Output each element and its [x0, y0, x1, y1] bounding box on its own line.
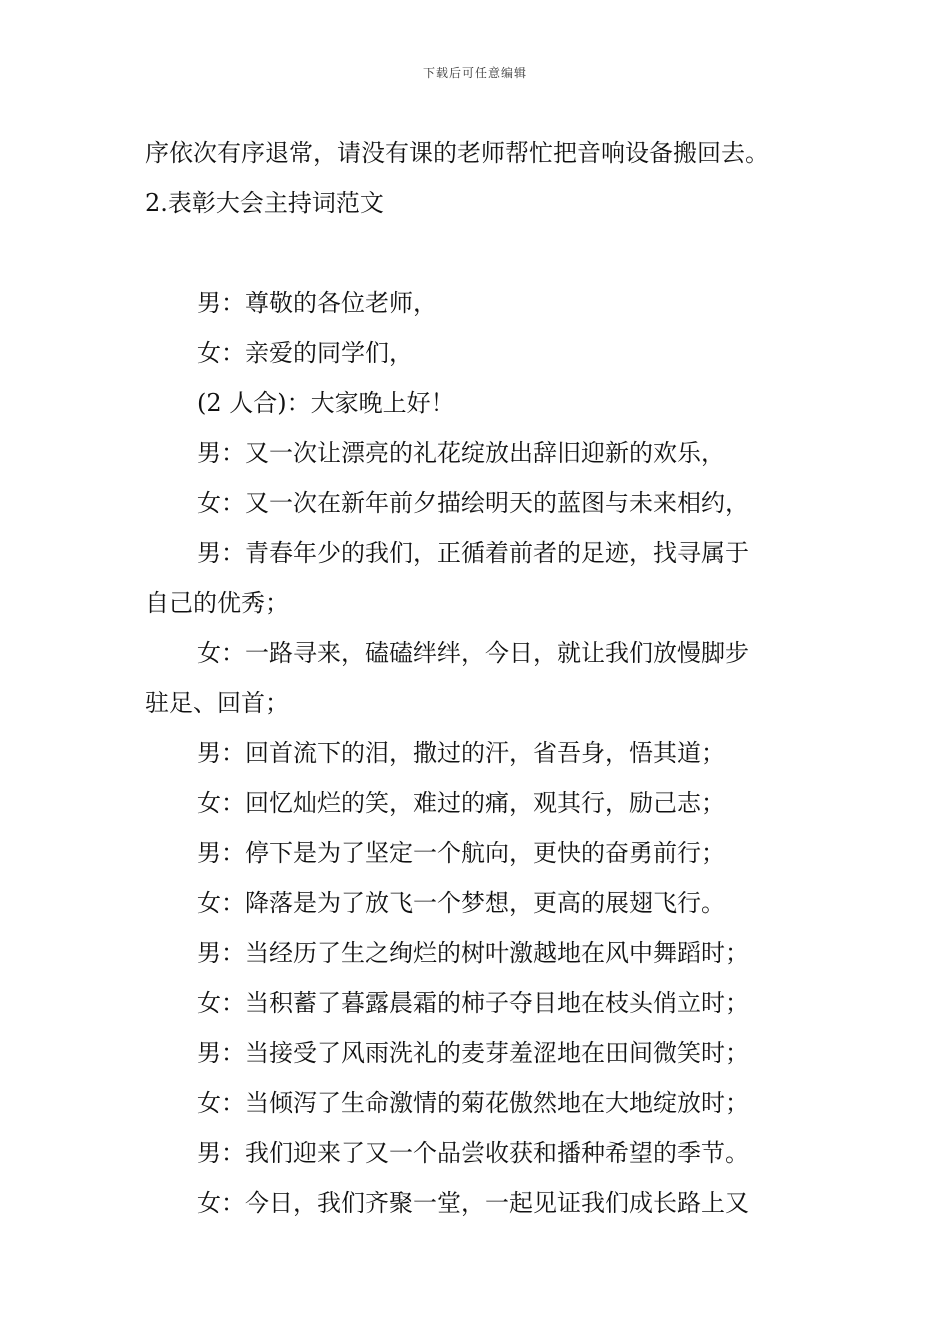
paragraph-line: 序依次有序退常，请没有课的老师帮忙把音响设备搬回去。: [145, 139, 769, 167]
dialogue-line: 女：亲爱的同学们，: [197, 339, 413, 367]
dialogue-line: 男：回首流下的泪，撒过的汗，省吾身，悟其道；: [197, 739, 725, 767]
dialogue-line: 女：当积蓄了暮露晨霜的柿子夺目地在枝头俏立时；: [197, 989, 749, 1017]
dialogue-line: 女：回忆灿烂的笑，难过的痛，观其行，励己志；: [197, 789, 725, 817]
dialogue-line: 男：我们迎来了又一个品尝收获和播种希望的季节。: [197, 1139, 749, 1167]
dialogue-line-continuation: 自己的优秀；: [145, 589, 289, 617]
dialogue-line: 女：降落是为了放飞一个梦想，更高的展翅飞行。: [197, 889, 725, 917]
dialogue-line: 男：当经历了生之绚烂的树叶激越地在风中舞蹈时；: [197, 939, 749, 967]
dialogue-line: 男：停下是为了坚定一个航向，更快的奋勇前行；: [197, 839, 725, 867]
section-heading: 2.表彰大会主持词范文: [145, 189, 384, 217]
dialogue-line: 女：又一次在新年前夕描绘明天的蓝图与未来相约，: [197, 489, 749, 517]
dialogue-line: 男：又一次让漂亮的礼花绽放出辞旧迎新的欢乐，: [197, 439, 725, 467]
dialogue-line: 男：当接受了风雨洗礼的麦芽羞涩地在田间微笑时；: [197, 1039, 749, 1067]
dialogue-line: 女：当倾泻了生命激情的菊花傲然地在大地绽放时；: [197, 1089, 749, 1117]
dialogue-line-continuation: 驻足、回首；: [145, 689, 289, 717]
dialogue-line: 女：今日，我们齐聚一堂，一起见证我们成长路上又: [197, 1189, 749, 1217]
blank-line: [145, 228, 810, 278]
dialogue-line: 男：尊敬的各位老师，: [197, 289, 437, 317]
header-note: 下载后可任意编辑: [422, 66, 527, 80]
dialogue-line: 女：一路寻来，磕磕绊绊，今日，就让我们放慢脚步: [197, 639, 749, 667]
dialogue-line: (2 人合)：大家晚上好！: [197, 389, 455, 417]
dialogue-line: 男：青春年少的我们，正循着前者的足迹，找寻属于: [197, 539, 749, 567]
document-body: [145, 128, 810, 1228]
